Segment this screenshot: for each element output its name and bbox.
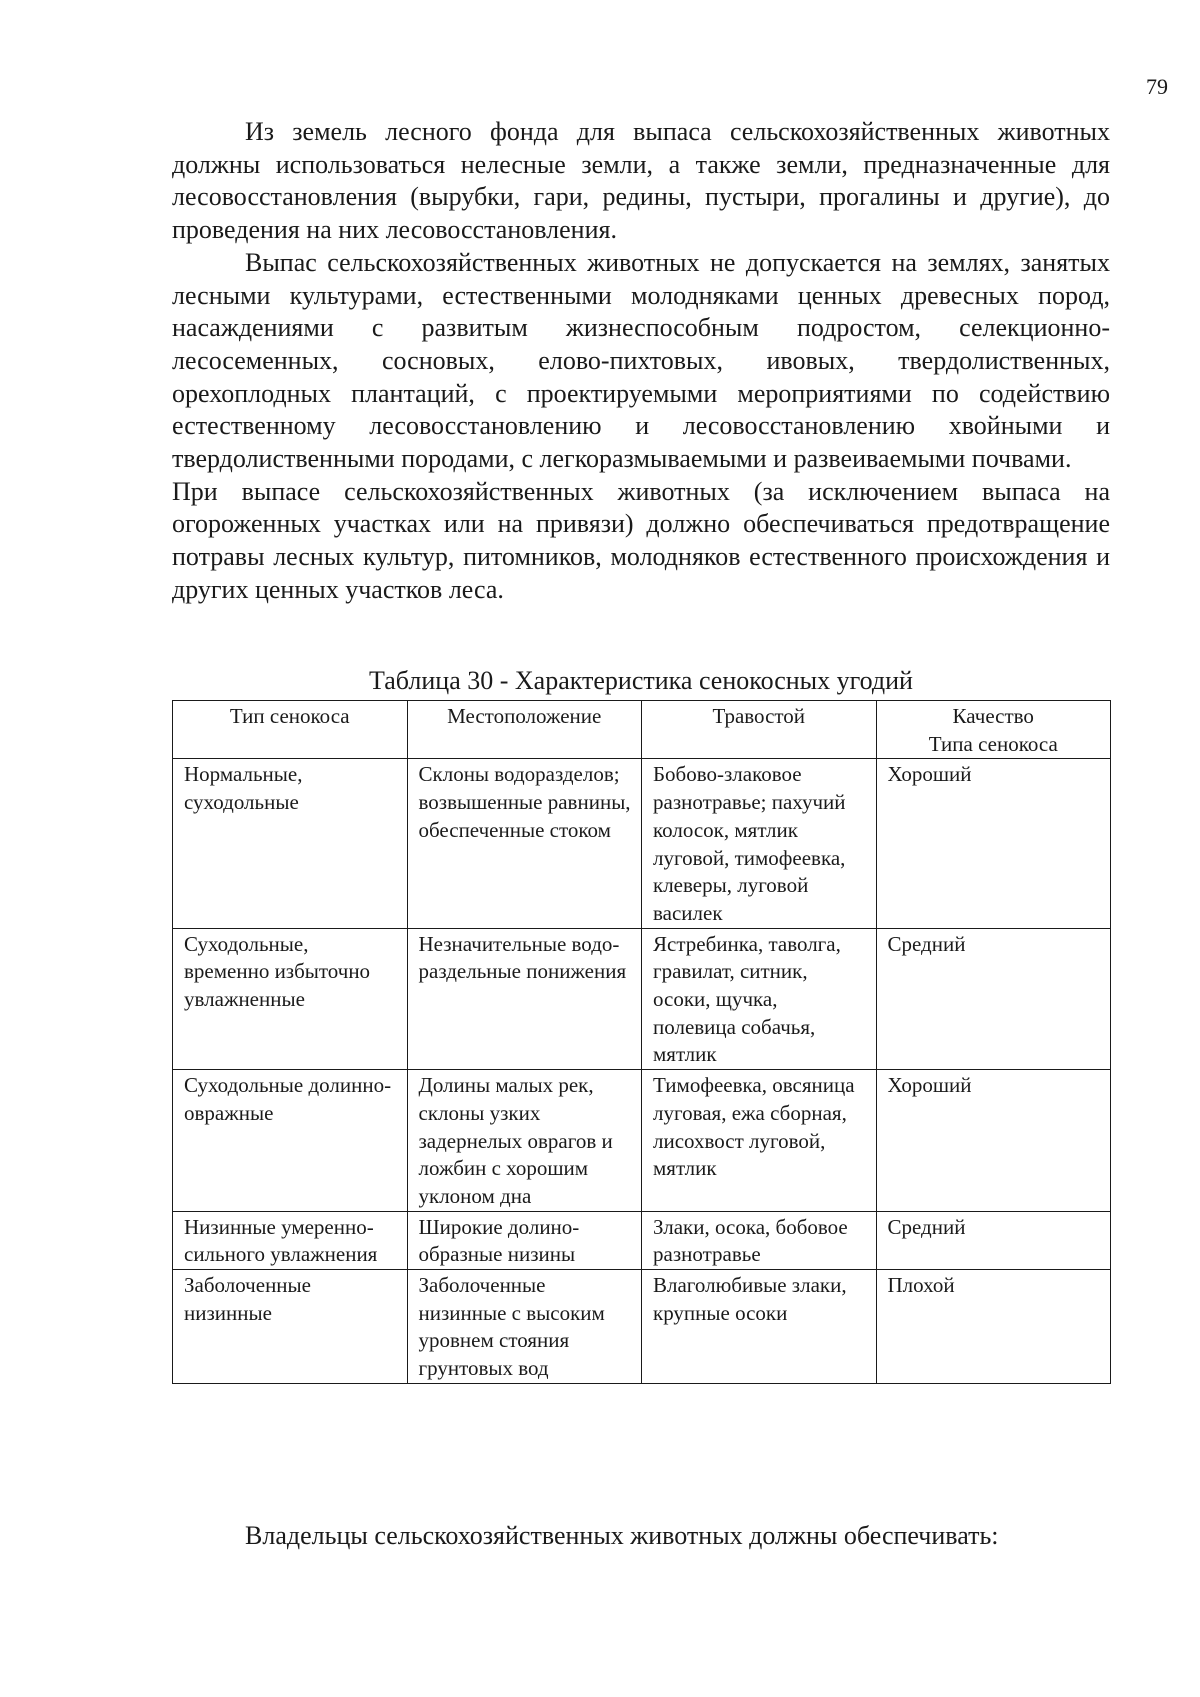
table-caption: Таблица 30 - Характеристика сенокосных угодий — [369, 666, 913, 695]
page-number: 79 — [1146, 74, 1168, 99]
body-text — [172, 116, 1110, 607]
table-row — [173, 1070, 1111, 1212]
table-cell: Средний — [876, 928, 1111, 1070]
paragraph-2: Выпас сельскохозяйственных животных не допускается на землях, занятых лесными культурами, естественными молодняками ценных древесных пород, насаждениями с развитым жизнеспособным подростом, селекционно-лесосеменных, сосновых, елово-пихтовых, ивовых, твердолиственных, орехоплодных плантаций, с проектируемыми мероприятиями по содействию естественному лесовосстановлению и лесовосстановлению хвойными и твердолиственными породами, с легкоразмываемыми и развеиваемыми почвами. — [172, 247, 1110, 474]
header-cell-location: Местоположение — [407, 701, 642, 759]
table-cell: Широкие долино- образные низины — [407, 1211, 642, 1269]
paragraph-1: Из земель лесного фонда для выпаса сельскохозяйственных животных должны использоваться нелесные земли, а также земли, предназначенные для лесовосстановления (вырубки, гари, редины, пустыри, прогалины и другие), до проведения на них лесовосстановления. — [172, 117, 1110, 245]
table-cell: Злаки, осока, бобовое разнотравье — [642, 1211, 877, 1269]
table-cell: Хороший — [876, 759, 1111, 928]
table-cell: Влаголюбивые злаки, крупные осоки — [642, 1270, 877, 1384]
table-cell: Долины малых рек, склоны узких задернелых оврагов и ложбин с хорошим уклоном дна — [407, 1070, 642, 1212]
table-cell: Тимофеевка, овсяница луговая, ежа сборная, лисохвост луговой, мятлик — [642, 1070, 877, 1212]
header-cell-quality — [876, 701, 1111, 759]
table-cell: Ястребинка, таволга, гравилат, ситник, осоки, щучка, полевица собачья, мятлик — [642, 928, 877, 1070]
header-quality-line-1: Качество — [952, 704, 1034, 728]
table-cell: Нормальные, суходольные — [173, 759, 408, 928]
closing-sentence: Владельцы сельскохозяйственных животных должны обеспечивать: — [245, 1521, 999, 1550]
table-cell: Низинные умеренно- сильного увлажнения — [173, 1211, 408, 1269]
header-cell-type: Тип сенокоса — [173, 701, 408, 759]
paragraph-3: При выпасе сельскохозяйственных животных (за исключением выпаса на огороженных участках или на привязи) должно обеспечиваться предотвращение потравы лесных культур, питомников, молодняков естественного происхождения и других ценных участков леса. — [172, 476, 1110, 604]
table-cell: Средний — [876, 1211, 1111, 1269]
table-cell: Суходольные, временно избыточно увлажненные — [173, 928, 408, 1070]
table-cell: Суходольные долинно-овражные — [173, 1070, 408, 1212]
header-cell-herbage: Травостой — [642, 701, 877, 759]
table-cell: Бобово-злаковое разнотравье; пахучий колосок, мятлик луговой, тимофеевка, клеверы, луговой василек — [642, 759, 877, 928]
table-row — [173, 1211, 1111, 1269]
table-row — [173, 759, 1111, 928]
table-cell: Хороший — [876, 1070, 1111, 1212]
table-cell: Плохой — [876, 1270, 1111, 1384]
table-cell: Заболоченные низинные — [173, 1270, 408, 1384]
table-cell: Заболоченные низинные с высоким уровнем стояния грунтовых вод — [407, 1270, 642, 1384]
table-cell: Склоны водоразделов; возвышенные равнины, обеспеченные стоком — [407, 759, 642, 928]
table-row — [173, 1270, 1111, 1384]
header-quality-line-2: Типа сенокоса — [928, 731, 1058, 756]
table-cell: Незначительные водо- раздельные понижения — [407, 928, 642, 1070]
table-header-row — [173, 701, 1111, 759]
hayfield-table — [172, 700, 1111, 1384]
table-row — [173, 928, 1111, 1070]
